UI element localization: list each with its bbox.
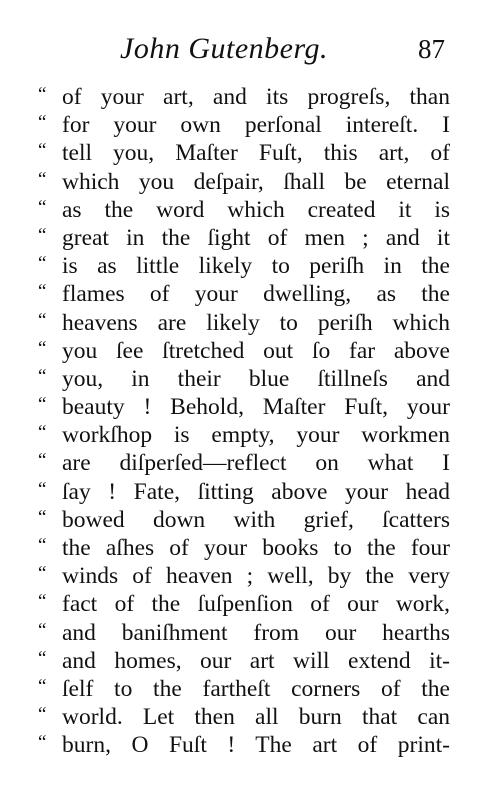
quote-mark: “ — [38, 84, 47, 105]
line-text: world. Let then all burn that can — [62, 704, 450, 731]
text-line — [38, 479, 450, 507]
line-text: of your art, and its progreſs, than — [62, 84, 450, 110]
page-number: 87 — [418, 34, 445, 64]
quote-mark: “ — [38, 478, 47, 500]
text-line — [38, 704, 450, 732]
line-text: and homes, our art will extend it- — [62, 647, 450, 674]
line-text: ſay ! Fate, ſitting above your head — [62, 478, 450, 505]
quote-mark: “ — [38, 196, 47, 218]
quote-mark: “ — [38, 591, 47, 613]
quote-mark: “ — [38, 535, 47, 556]
text-line — [38, 225, 450, 253]
text-line — [38, 676, 450, 704]
quote-mark: “ — [38, 337, 47, 359]
line-text: flames of your dwelling, as the — [62, 281, 450, 308]
line-text: great in the ſight of men ; and it — [62, 224, 450, 251]
quote-mark: “ — [38, 253, 47, 275]
quote-mark: “ — [38, 563, 47, 585]
text-line — [38, 648, 450, 676]
text-line — [38, 507, 450, 535]
line-text: and baniſhment from our hearths — [62, 619, 450, 646]
line-text: beauty ! Behold, Maſter Fuſt, your — [62, 394, 450, 421]
text-line — [38, 366, 450, 394]
line-text: winds of heaven ; well, by the very — [62, 563, 450, 590]
quote-mark: “ — [38, 506, 47, 528]
text-line — [38, 169, 450, 197]
body-text — [38, 84, 450, 761]
quote-mark: “ — [38, 732, 47, 754]
quote-mark: “ — [38, 224, 47, 246]
line-text: which you deſpair, ſhall be eternal — [62, 168, 450, 195]
line-text: workſhop is empty, your workmen — [62, 422, 450, 449]
line-text: the aſhes of your books to the four — [62, 535, 450, 561]
quote-mark: “ — [38, 704, 47, 726]
quote-mark: “ — [38, 365, 47, 387]
text-line — [38, 422, 450, 450]
text-line — [38, 197, 450, 225]
line-text: you ſee ſtretched out ſo far above — [62, 337, 450, 364]
quote-mark: “ — [38, 112, 47, 134]
line-text: you, in their blue ſtillneſs and — [62, 365, 450, 392]
line-text: bowed down with grief, ſcatters — [62, 506, 450, 533]
text-line — [38, 591, 450, 619]
quote-mark: “ — [38, 422, 47, 444]
quote-mark: “ — [38, 168, 47, 190]
line-text: ſelf to the fartheſt corners of the — [62, 675, 450, 702]
quote-mark: “ — [38, 619, 47, 641]
page-header — [60, 32, 445, 72]
text-line — [38, 620, 450, 648]
text-line — [38, 535, 450, 563]
quote-mark: “ — [38, 450, 47, 472]
line-text: for your own perſonal intereſt. I — [62, 112, 450, 139]
running-title: John Gutenberg. — [120, 32, 329, 65]
text-line — [38, 394, 450, 422]
text-line — [38, 84, 450, 112]
quote-mark: “ — [38, 281, 47, 303]
quote-mark: “ — [38, 394, 47, 416]
text-line — [38, 281, 450, 309]
quote-mark: “ — [38, 140, 47, 162]
quote-mark: “ — [38, 647, 47, 669]
line-text: as the word which created it is — [62, 196, 450, 223]
text-line — [38, 310, 450, 338]
text-line — [38, 140, 450, 168]
text-line — [38, 112, 450, 140]
text-line — [38, 563, 450, 591]
line-text: are diſperſed—reflect on what I — [62, 450, 450, 477]
line-text: heavens are likely to periſh which — [62, 309, 450, 336]
text-line — [38, 732, 450, 760]
line-text: is as little likely to periſh in the — [62, 253, 450, 280]
text-line — [38, 450, 450, 478]
quote-mark: “ — [38, 675, 47, 697]
line-text: tell you, Maſter Fuſt, this art, of — [62, 140, 450, 167]
text-line — [38, 338, 450, 366]
text-line — [38, 253, 450, 281]
line-text: fact of the ſuſpenſion of our work, — [62, 591, 450, 618]
line-text: burn, O Fuſt ! The art of print- — [62, 732, 450, 759]
quote-mark: “ — [38, 309, 47, 331]
